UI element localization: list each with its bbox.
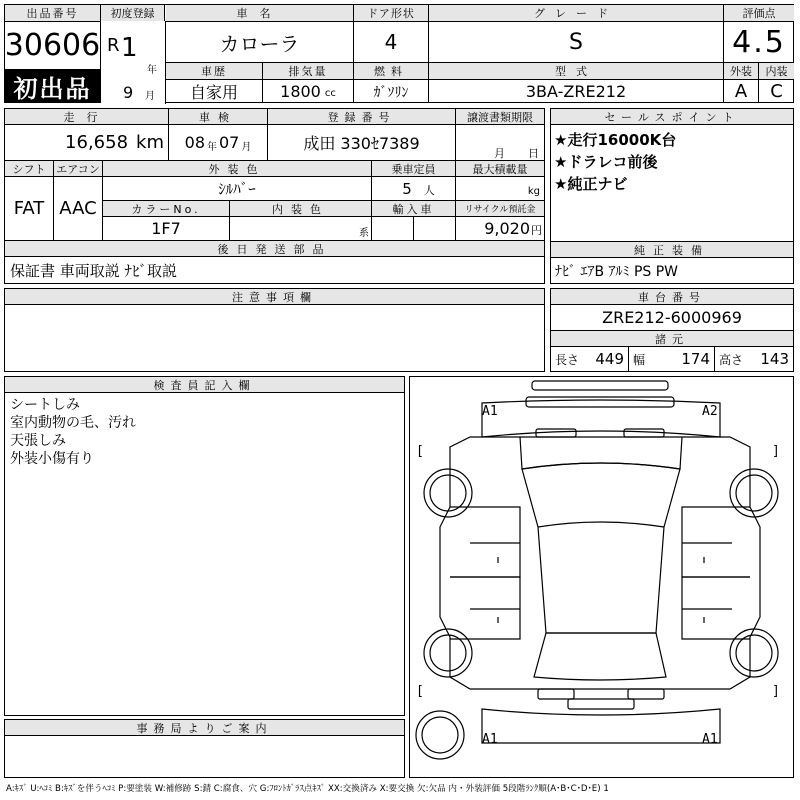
inspector-section — [4, 376, 405, 716]
exterior-color: ｼﾙﾊﾞｰ — [103, 177, 372, 201]
chassis-section — [550, 288, 794, 372]
displacement-unit: cc — [324, 88, 336, 99]
height-cell — [715, 347, 793, 371]
max-load-unit: kg — [527, 186, 540, 197]
color-number: 1F7 — [103, 217, 230, 241]
height-value: 143 — [760, 350, 789, 368]
inspection-month-unit: 月 — [241, 142, 252, 153]
import-cell-a — [372, 217, 414, 241]
car-diagram — [409, 376, 794, 778]
dimensions-label: 諸元 — [551, 331, 793, 347]
transfer-deadline-cell — [456, 125, 544, 161]
equipment-value: ﾅﾋﾞ ｴｱB ｱﾙﾐ PS PW — [555, 263, 679, 280]
color-number-label: カラーNo. — [103, 201, 230, 217]
sales-point-1: ★走行16000K台 — [554, 131, 677, 149]
exterior-color-label: 外装色 — [103, 161, 372, 177]
inspection-month: 07 — [219, 133, 240, 152]
car-diagram-drawing — [410, 377, 793, 777]
capacity: 5 — [402, 179, 412, 198]
notes-section — [4, 288, 545, 372]
interior-color-label: 内装色 — [230, 201, 372, 217]
import-label: 輸入車 — [372, 201, 456, 217]
history-label: 車歴 — [166, 63, 263, 80]
exterior-score-label: 外装 — [724, 63, 759, 80]
car-name-label: 車名 — [166, 5, 354, 22]
recycle-unit: 円 — [531, 224, 542, 237]
car-name: カローラ — [166, 22, 354, 63]
width-label: 幅 — [633, 352, 646, 367]
transfer-month-unit: 月 — [494, 147, 505, 160]
length-label: 長さ — [555, 352, 580, 367]
bracket-left-2: [ — [416, 684, 424, 699]
later-parts-label: 後日発送部品 — [5, 241, 544, 257]
grade: S — [429, 22, 724, 63]
max-load-cell — [456, 177, 544, 201]
recycle-cell — [456, 217, 544, 241]
door-label: ドア形状 — [354, 5, 429, 22]
first-registration-cell — [101, 21, 166, 104]
inspector-label: 検査員記入欄 — [5, 377, 404, 393]
plate: 成田 330ｾ7389 — [268, 125, 456, 161]
grade-label: グレード — [429, 5, 724, 22]
equipment-label: 純正装備 — [551, 242, 793, 258]
model: 3BA-ZRE212 — [429, 80, 724, 103]
inspection-cell — [169, 125, 268, 161]
mileage-cell — [5, 125, 169, 161]
ac: AAC — [54, 177, 103, 241]
displacement: 1800 — [280, 82, 321, 101]
chassis-number: ZRE212-6000969 — [551, 305, 793, 331]
bracket-left-1: [ — [416, 444, 424, 459]
damage-mark-front-left: A1 — [482, 404, 498, 419]
registration-month: 9 — [123, 83, 134, 102]
interior-score-label: 内装 — [759, 63, 794, 80]
registration-year: 1 — [121, 33, 138, 63]
month-unit: 月 — [145, 91, 155, 102]
capacity-unit: 人 — [423, 184, 435, 197]
fuel-label: 燃料 — [354, 63, 429, 80]
mileage-label: 走行 — [5, 109, 169, 125]
interior-color-cell — [230, 217, 372, 241]
notes-label: 注意事項欄 — [5, 289, 544, 305]
inspection-year: 08 — [184, 133, 205, 152]
transfer-day-unit: 日 — [528, 147, 539, 160]
import-cell-b — [414, 217, 456, 241]
header-section — [4, 4, 794, 103]
interior-color-unit: 系 — [359, 228, 369, 239]
sales-point-2: ★ドラレコ前後 — [554, 153, 658, 171]
capacity-label: 乗車定員 — [372, 161, 456, 177]
score: 4.5 — [724, 22, 794, 63]
first-registration-label: 初度登録 — [101, 5, 165, 22]
length-value: 449 — [595, 350, 624, 368]
era: R — [107, 35, 120, 56]
inspection-label: 車検 — [169, 109, 268, 125]
damage-mark-rear-right: A1 — [702, 732, 718, 747]
length-cell — [551, 347, 629, 371]
lot-number: 30606 — [5, 22, 101, 70]
office-label: 事務局よりご案内 — [5, 720, 404, 736]
interior-score: C — [770, 81, 783, 102]
sales-point-3: ★純正ナビ — [554, 175, 628, 193]
details-section — [4, 108, 545, 284]
bracket-right-2: ] — [772, 684, 780, 699]
sales-points-label: セールスポイント — [551, 109, 793, 125]
later-parts: 保証書 車両取説 ﾅﾋﾞ取説 — [10, 261, 178, 280]
mileage: 16,658 — [65, 132, 129, 153]
year-unit: 年 — [147, 65, 157, 76]
damage-mark-front-right: A2 — [702, 404, 718, 419]
displacement-cell — [263, 80, 354, 103]
office-section — [4, 719, 405, 778]
capacity-cell — [372, 177, 456, 201]
mileage-unit: km — [136, 132, 164, 153]
recycle-label: リサイクル預託金 — [456, 201, 544, 217]
lot-number-label: 出品番号 — [5, 5, 101, 22]
max-load-label: 最大積載量 — [456, 161, 544, 177]
displacement-label: 排気量 — [263, 63, 354, 80]
damage-mark-rear-left: A1 — [482, 732, 498, 747]
shift: FAT — [5, 177, 54, 241]
exterior-score: A — [724, 80, 759, 103]
recycle-fee: 9,020 — [484, 219, 530, 238]
model-label: 型式 — [429, 63, 724, 80]
equipment-section — [550, 241, 794, 284]
height-label: 高さ — [719, 352, 744, 367]
legend: A:ｷｽﾞ U:ﾍｺﾐ B:ｷｽﾞを伴うﾍｺﾐ P:要塗装 W:補修跡 S:錆 C:腐食、穴 G:ﾌﾛﾝﾄｶﾞﾗｽ点ｷｽﾞ XX:交換済み X:要交換 欠:欠品 内・外装評価 5段階ﾗﾝｸ順(A･B･C･D･E) 1 — [6, 784, 609, 794]
sales-points-section — [550, 108, 794, 242]
transfer-deadline-label: 譲渡書類期限 — [456, 109, 544, 125]
bracket-right-1: ] — [772, 444, 780, 459]
fuel: ｶﾞｿﾘﾝ — [354, 80, 429, 103]
history: 自家用 — [166, 80, 263, 103]
doors: 4 — [354, 22, 429, 63]
chassis-label: 車台番号 — [551, 289, 793, 305]
inspection-year-unit: 年 — [207, 142, 217, 153]
width-value: 174 — [681, 350, 710, 368]
plate-label: 登録番号 — [268, 109, 456, 125]
score-label: 評価点 — [724, 5, 794, 22]
ac-label: エアコン — [54, 161, 103, 177]
shift-label: シフト — [5, 161, 54, 177]
first-listing-badge: 初出品 — [5, 70, 101, 103]
inspector-notes: シートしみ 室内動物の毛、汚れ 天張しみ 外装小傷有り — [10, 397, 136, 467]
width-cell — [629, 347, 715, 371]
